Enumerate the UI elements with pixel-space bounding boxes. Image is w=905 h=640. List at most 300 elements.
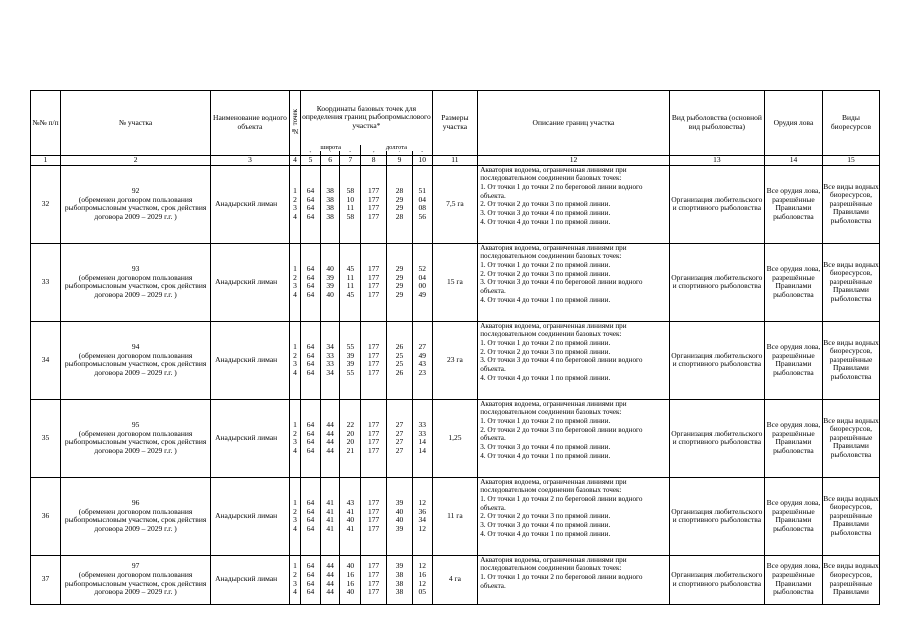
- coordinate-value: 39: [395, 497, 404, 507]
- description-line: Акватория водоема, ограниченная линиями при последовательном соединении базовых точек:: [480, 477, 627, 495]
- coordinate-value: 16: [418, 570, 427, 579]
- water-body: Анадырский лиман: [211, 321, 290, 399]
- plot-number: 96: [131, 497, 140, 507]
- column-numbers-row: [31, 156, 880, 166]
- description-line: 1. От точки 1 до точки 2 по прямой линии.: [480, 261, 611, 269]
- boundary-description: [478, 555, 670, 604]
- coordinate-value: 05: [418, 587, 427, 597]
- header-fishing-gear: Орудия лова: [764, 91, 822, 156]
- coordinate-value: 40: [395, 506, 404, 516]
- coordinate-value: 11: [346, 203, 354, 213]
- point-number: 2: [293, 350, 297, 360]
- coordinate-value: 177: [368, 506, 380, 516]
- coordinate-value: 33: [418, 419, 427, 429]
- coordinate-column: [340, 399, 361, 477]
- coordinate-value: 25: [395, 359, 404, 369]
- coordinate-value: 04: [418, 194, 427, 204]
- description-line: 4. От точки 4 до точки 1 по прямой линии.: [480, 295, 611, 304]
- row-index: 37: [31, 555, 61, 604]
- coordinate-value: 177: [368, 523, 380, 533]
- coordinate-column: [412, 477, 432, 555]
- coordinate-value: 44: [326, 561, 334, 571]
- coordinate-value: 27: [395, 428, 404, 438]
- point-number: 3: [293, 203, 297, 213]
- fishing-plots-table: [30, 90, 880, 605]
- coordinate-value: 56: [418, 211, 427, 221]
- plot-number: 93: [131, 263, 140, 273]
- plot-cell: [61, 321, 211, 399]
- column-number: 12: [478, 156, 670, 166]
- coordinate-value: 27: [395, 445, 404, 455]
- coordinate-value: 27: [395, 419, 404, 429]
- coordinate-value: 177: [368, 194, 380, 204]
- point-numbers: [289, 399, 300, 477]
- species: Все виды водных биоресурсов, разрешённые Правилами: [822, 555, 879, 604]
- coordinate-column: [361, 555, 387, 604]
- description-line: 1. От точки 1 до точки 2 по прямой линии.: [480, 339, 611, 347]
- coordinate-column: [320, 243, 340, 321]
- plot-cell: [61, 477, 211, 555]
- description-line: 4. От точки 4 до точки 1 по прямой линии.: [480, 373, 611, 382]
- description-line: 2. От точки 2 до точки 3 по прямой линии.: [480, 200, 611, 209]
- description-line: Акватория водоема, ограниченная линиями при последовательном соединении базовых точек:: [480, 321, 627, 339]
- coordinate-value: 64: [306, 185, 315, 195]
- row-index: 32: [31, 165, 61, 243]
- coordinate-value: 36: [418, 506, 427, 516]
- coordinate-value: 64: [306, 419, 315, 429]
- fishing-type: Организация любительского и спортивного рыболовства: [669, 321, 764, 399]
- point-numbers: [289, 243, 300, 321]
- species: Все виды водных биоресурсов, разрешённые Правилами рыболовства: [822, 165, 879, 243]
- boundary-description: [478, 243, 670, 321]
- coordinate-value: 38: [326, 203, 334, 213]
- point-number: 3: [293, 281, 297, 291]
- boundary-description: [478, 165, 670, 243]
- header-species: Виды биоресурсов: [822, 91, 879, 156]
- coordinate-value: 11: [346, 281, 354, 291]
- unit-seconds: '': [412, 151, 432, 156]
- description-line: 2. От точки 2 до точки 3 по прямой линии.: [480, 512, 611, 521]
- header-water-body: Наименование водного объекта: [211, 91, 290, 156]
- coordinate-value: 39: [326, 272, 334, 282]
- fishing-type: Организация любительского и спортивного рыболовства: [669, 399, 764, 477]
- coordinate-value: 177: [368, 561, 380, 571]
- coordinate-value: 40: [346, 561, 355, 571]
- point-number: 3: [293, 578, 297, 588]
- coordinate-value: 64: [306, 211, 315, 221]
- coordinate-value: 27: [395, 437, 404, 447]
- coordinate-value: 64: [306, 561, 315, 571]
- water-body: Анадырский лиман: [211, 243, 290, 321]
- coordinate-value: 12: [418, 523, 427, 533]
- table-row: [31, 321, 880, 399]
- coordinate-value: 177: [368, 570, 380, 579]
- description-line: 4. От точки 4 до точки 1 по прямой линии.: [480, 529, 611, 538]
- coordinate-value: 64: [306, 203, 315, 213]
- column-number: 10: [412, 156, 432, 166]
- unit-minutes: ': [320, 151, 340, 156]
- coordinate-value: 64: [306, 341, 315, 351]
- coordinate-value: 16: [346, 570, 355, 579]
- coordinate-column: [340, 555, 361, 604]
- coordinate-column: [301, 555, 321, 604]
- fishing-gear: Все орудия лова, разрешённые Правилами рыболовства: [764, 555, 822, 604]
- water-body: Анадырский лиман: [211, 165, 290, 243]
- point-numbers: [289, 477, 300, 555]
- coordinate-value: 33: [418, 428, 427, 438]
- coordinate-value: 23: [418, 367, 427, 377]
- coordinate-value: 29: [395, 263, 404, 273]
- coordinate-column: [412, 243, 432, 321]
- description-line: 1. От точки 1 до точки 2 по береговой линии водного объекта.: [480, 183, 643, 200]
- coordinate-value: 11: [346, 272, 354, 282]
- coordinate-value: 41: [326, 515, 334, 525]
- coordinate-column: [320, 477, 340, 555]
- header-points: № точек: [289, 91, 300, 156]
- coordinate-value: 177: [368, 445, 380, 455]
- coordinate-value: 10: [346, 194, 355, 204]
- column-number: 3: [211, 156, 290, 166]
- header-latitude: широта: [301, 145, 361, 152]
- coordinate-column: [361, 165, 387, 243]
- column-number: 4: [289, 156, 300, 166]
- coordinate-column: [301, 321, 321, 399]
- coordinate-column: [340, 165, 361, 243]
- fishing-gear: Все орудия лова, разрешённые Правилами рыболовства: [764, 243, 822, 321]
- coordinate-column: [301, 243, 321, 321]
- description-line: 4. От точки 4 до точки 1 по прямой линии.: [480, 451, 611, 460]
- coordinate-value: 45: [346, 263, 355, 273]
- coordinate-value: 177: [368, 419, 380, 429]
- coordinate-value: 44: [326, 445, 334, 455]
- description-line: 1. От точки 1 до точки 2 по береговой линии водного объекта.: [480, 495, 643, 512]
- coordinate-value: 58: [346, 211, 355, 221]
- coordinate-value: 22: [346, 419, 355, 429]
- coordinate-value: 44: [326, 587, 334, 597]
- header-plot-size: Размеры участка: [432, 91, 478, 156]
- water-body: Анадырский лиман: [211, 555, 290, 604]
- coordinate-column: [301, 165, 321, 243]
- coordinate-column: [320, 321, 340, 399]
- description-line: 1. От точки 1 до точки 2 по береговой линии водного объекта.: [480, 573, 643, 590]
- plot-size: 11 га: [432, 477, 478, 555]
- coordinate-value: 64: [306, 437, 315, 447]
- coordinate-value: 20: [346, 437, 355, 447]
- row-index: 35: [31, 399, 61, 477]
- coordinate-value: 64: [306, 367, 315, 377]
- coordinate-value: 177: [368, 578, 380, 588]
- coordinate-value: 40: [346, 515, 355, 525]
- column-number: 2: [61, 156, 211, 166]
- species: Все виды водных биоресурсов, разрешённые Правилами рыболовства: [822, 477, 879, 555]
- header-row-index: №№ п/п: [31, 91, 61, 156]
- plot-note: (обременен договором пользования рыбопромысловым участком, срок действия договора 2009 – 2029 г.г. ): [64, 570, 207, 597]
- table-row: [31, 555, 880, 604]
- description-line: Акватория водоема, ограниченная линиями при последовательном соединении базовых точек:: [480, 399, 627, 417]
- coordinate-value: 39: [346, 359, 355, 369]
- coordinate-column: [361, 243, 387, 321]
- coordinate-value: 44: [326, 419, 334, 429]
- plot-cell: [61, 165, 211, 243]
- point-number: 4: [293, 587, 297, 597]
- header-coordinates: Координаты базовых точек для определения границ рыбопромыслового участка*: [301, 91, 432, 145]
- coordinate-column: [387, 399, 413, 477]
- point-number: 1: [293, 497, 297, 507]
- description-line: 1. От точки 1 до точки 2 по прямой линии.: [480, 417, 611, 425]
- coordinate-value: 64: [306, 497, 315, 507]
- coordinate-value: 14: [418, 445, 427, 455]
- point-number: 3: [293, 437, 297, 447]
- unit-minutes: ': [387, 151, 413, 156]
- coordinate-value: 38: [326, 211, 334, 221]
- plot-number: 92: [131, 185, 140, 195]
- coordinate-column: [412, 399, 432, 477]
- column-number: 8: [361, 156, 387, 166]
- coordinate-value: 177: [368, 367, 380, 377]
- description-line: 4. От точки 4 до точки 1 по прямой линии.: [480, 217, 611, 226]
- species: Все виды водных биоресурсов, разрешённые Правилами рыболовства: [822, 321, 879, 399]
- unit-degrees: º: [301, 151, 321, 156]
- coordinate-value: 64: [306, 570, 315, 579]
- coordinate-column: [301, 399, 321, 477]
- coordinate-value: 04: [418, 272, 427, 282]
- coordinate-value: 38: [326, 194, 334, 204]
- water-body: Анадырский лиман: [211, 477, 290, 555]
- coordinate-value: 44: [326, 578, 334, 588]
- coordinate-value: 51: [418, 185, 427, 195]
- row-index: 36: [31, 477, 61, 555]
- coordinate-value: 26: [395, 367, 404, 377]
- coordinate-column: [361, 477, 387, 555]
- description-line: Акватория водоема, ограниченная линиями при последовательном соединении базовых точек:: [480, 243, 627, 261]
- point-numbers: [289, 165, 300, 243]
- coordinate-value: 00: [418, 281, 427, 291]
- coordinate-value: 12: [418, 578, 427, 588]
- point-number: 1: [293, 263, 297, 273]
- plot-size: 4 га: [432, 555, 478, 604]
- plot-cell: [61, 243, 211, 321]
- plot-number: 94: [131, 341, 140, 351]
- coordinate-value: 177: [368, 281, 380, 291]
- coordinate-value: 64: [306, 350, 315, 360]
- coordinate-value: 40: [326, 289, 334, 299]
- boundary-description: [478, 399, 670, 477]
- plot-number: 95: [131, 419, 140, 429]
- point-number: 1: [293, 341, 297, 351]
- coordinate-column: [412, 555, 432, 604]
- coordinate-value: 39: [346, 350, 355, 360]
- coordinate-value: 52: [418, 263, 427, 273]
- coordinate-value: 38: [326, 185, 334, 195]
- coordinate-value: 26: [395, 341, 404, 351]
- coordinate-value: 43: [346, 497, 355, 507]
- coordinate-value: 177: [368, 350, 380, 360]
- point-number: 4: [293, 211, 297, 221]
- coordinate-value: 38: [395, 570, 404, 579]
- point-numbers: [289, 555, 300, 604]
- coordinate-value: 64: [306, 428, 315, 438]
- coordinate-value: 177: [368, 289, 380, 299]
- plot-note: (обременен договором пользования рыбопромысловым участком, срок действия договора 2009 – 2029 г.г. ): [64, 428, 207, 455]
- point-number: 4: [293, 445, 297, 455]
- point-number: 1: [293, 185, 297, 195]
- table-row: [31, 243, 880, 321]
- coordinate-column: [340, 477, 361, 555]
- coordinate-column: [301, 477, 321, 555]
- coordinate-value: 34: [418, 515, 427, 525]
- coordinate-value: 64: [306, 523, 315, 533]
- coordinate-value: 64: [306, 194, 315, 204]
- coordinate-column: [361, 399, 387, 477]
- fishing-type: Организация любительского и спортивного рыболовства: [669, 165, 764, 243]
- coordinate-value: 34: [326, 341, 334, 351]
- plot-size: 1,25: [432, 399, 478, 477]
- coordinate-value: 41: [346, 506, 355, 516]
- coordinate-value: 64: [306, 359, 315, 369]
- description-line: 3. От точки 3 до точки 4 по береговой линии водного объекта.: [480, 356, 643, 374]
- coordinate-value: 29: [395, 203, 404, 213]
- coordinate-value: 177: [368, 203, 380, 213]
- description-line: 3. От точки 3 до точки 4 по береговой линии водного объекта.: [480, 278, 643, 296]
- coordinate-column: [412, 165, 432, 243]
- header-boundary-description: Описание границ участка: [478, 91, 670, 156]
- coordinate-value: 27: [418, 341, 427, 351]
- coordinate-value: 40: [395, 515, 404, 525]
- column-number: 14: [764, 156, 822, 166]
- description-line: Акватория водоема, ограниченная линиями при последовательном соединении базовых точек:: [480, 165, 627, 183]
- plot-note: (обременен договором пользования рыбопромысловым участком, срок действия договора 2009 – 2029 г.г. ): [64, 350, 207, 377]
- coordinate-value: 29: [395, 194, 404, 204]
- plot-note: (обременен договором пользования рыбопромысловым участком, срок действия договора 2009 – 2029 г.г. ): [64, 506, 207, 533]
- coordinate-value: 49: [418, 289, 427, 299]
- description-line: 3. От точки 3 до точки 4 по прямой линии.: [480, 521, 611, 530]
- species: Все виды водных биоресурсов, разрешённые Правилами рыболовства: [822, 243, 879, 321]
- coordinate-value: 177: [368, 359, 380, 369]
- column-number: 5: [301, 156, 321, 166]
- table-row: [31, 399, 880, 477]
- coordinate-value: 177: [368, 272, 380, 282]
- coordinate-value: 38: [395, 587, 404, 597]
- table-row: [31, 477, 880, 555]
- coordinate-value: 44: [326, 437, 334, 447]
- coordinate-value: 20: [346, 428, 355, 438]
- point-number: 2: [293, 428, 297, 438]
- column-number: 15: [822, 156, 879, 166]
- coordinate-value: 55: [346, 341, 355, 351]
- unit-seconds: '': [340, 151, 361, 156]
- coordinate-value: 40: [346, 587, 355, 597]
- coordinate-column: [412, 321, 432, 399]
- column-number: 9: [387, 156, 413, 166]
- coordinate-column: [320, 399, 340, 477]
- point-number: 2: [293, 272, 297, 282]
- point-number: 3: [293, 515, 297, 525]
- description-line: 2. От точки 2 до точки 3 по береговой линии водного объекта.: [480, 425, 643, 443]
- coordinate-value: 14: [418, 437, 427, 447]
- column-number: 11: [432, 156, 478, 166]
- column-number: 13: [669, 156, 764, 166]
- plot-size: 23 га: [432, 321, 478, 399]
- boundary-description: [478, 477, 670, 555]
- water-body: Анадырский лиман: [211, 399, 290, 477]
- coordinate-value: 64: [306, 272, 315, 282]
- coordinate-value: 08: [418, 203, 427, 213]
- fishing-type: Организация любительского и спортивного рыболовства: [669, 243, 764, 321]
- boundary-description: [478, 321, 670, 399]
- coordinate-value: 40: [326, 263, 334, 273]
- fishing-type: Организация любительского и спортивного рыболовства: [669, 477, 764, 555]
- coordinate-value: 45: [346, 289, 355, 299]
- coordinate-value: 177: [368, 341, 380, 351]
- coordinate-column: [340, 321, 361, 399]
- coordinate-value: 41: [326, 506, 334, 516]
- coordinate-value: 64: [306, 506, 315, 516]
- coordinate-value: 21: [346, 445, 355, 455]
- plot-note: (обременен договором пользования рыбопромысловым участком, срок действия договора 2009 – 2029 г.г. ): [64, 194, 207, 221]
- species: Все виды водных биоресурсов, разрешённые Правилами рыболовства: [822, 399, 879, 477]
- coordinate-value: 39: [395, 561, 404, 571]
- point-number: 1: [293, 419, 297, 429]
- column-number: 6: [320, 156, 340, 166]
- description-line: 3. От точки 3 до точки 4 по прямой линии.: [480, 443, 611, 452]
- header-fishing-type: Вид рыболовства (основной вид рыболовства): [669, 91, 764, 156]
- fishing-gear: Все орудия лова, разрешённые Правилами рыболовства: [764, 477, 822, 555]
- coordinate-value: 44: [326, 570, 334, 579]
- coordinate-value: 34: [326, 367, 334, 377]
- coordinate-value: 29: [395, 281, 404, 291]
- plot-number: 97: [131, 561, 140, 571]
- coordinate-value: 177: [368, 185, 380, 195]
- coordinate-value: 177: [368, 211, 380, 221]
- coordinate-column: [387, 165, 413, 243]
- plot-size: 7,5 га: [432, 165, 478, 243]
- coordinate-value: 64: [306, 289, 315, 299]
- point-number: 4: [293, 289, 297, 299]
- coordinate-value: 58: [346, 185, 355, 195]
- header-plot-number: № участка: [61, 91, 211, 156]
- fishing-gear: Все орудия лова, разрешённые Правилами рыболовства: [764, 321, 822, 399]
- plot-cell: [61, 399, 211, 477]
- point-numbers: [289, 321, 300, 399]
- plot-size: 15 га: [432, 243, 478, 321]
- coordinate-column: [320, 165, 340, 243]
- point-number: 1: [293, 561, 297, 571]
- coordinate-value: 177: [368, 497, 380, 507]
- coordinate-value: 55: [346, 367, 355, 377]
- point-number: 4: [293, 523, 297, 533]
- coordinate-value: 12: [418, 561, 427, 571]
- coordinate-column: [320, 555, 340, 604]
- coordinate-value: 64: [306, 515, 315, 525]
- point-number: 2: [293, 570, 297, 579]
- coordinate-value: 177: [368, 587, 380, 597]
- plot-note: (обременен договором пользования рыбопромысловым участком, срок действия договора 2009 – 2029 г.г. ): [64, 272, 207, 299]
- coordinate-column: [340, 243, 361, 321]
- coordinate-value: 12: [418, 497, 427, 507]
- coordinate-value: 64: [306, 587, 315, 597]
- point-number: 3: [293, 359, 297, 369]
- coordinate-value: 177: [368, 437, 380, 447]
- coordinate-column: [387, 477, 413, 555]
- coordinate-value: 16: [346, 578, 355, 588]
- header-longitude: долгота: [361, 145, 432, 152]
- coordinate-value: 43: [418, 359, 427, 369]
- coordinate-column: [387, 243, 413, 321]
- point-number: 2: [293, 506, 297, 516]
- point-number: 4: [293, 367, 297, 377]
- coordinate-value: 28: [395, 185, 404, 195]
- coordinate-value: 41: [346, 523, 355, 533]
